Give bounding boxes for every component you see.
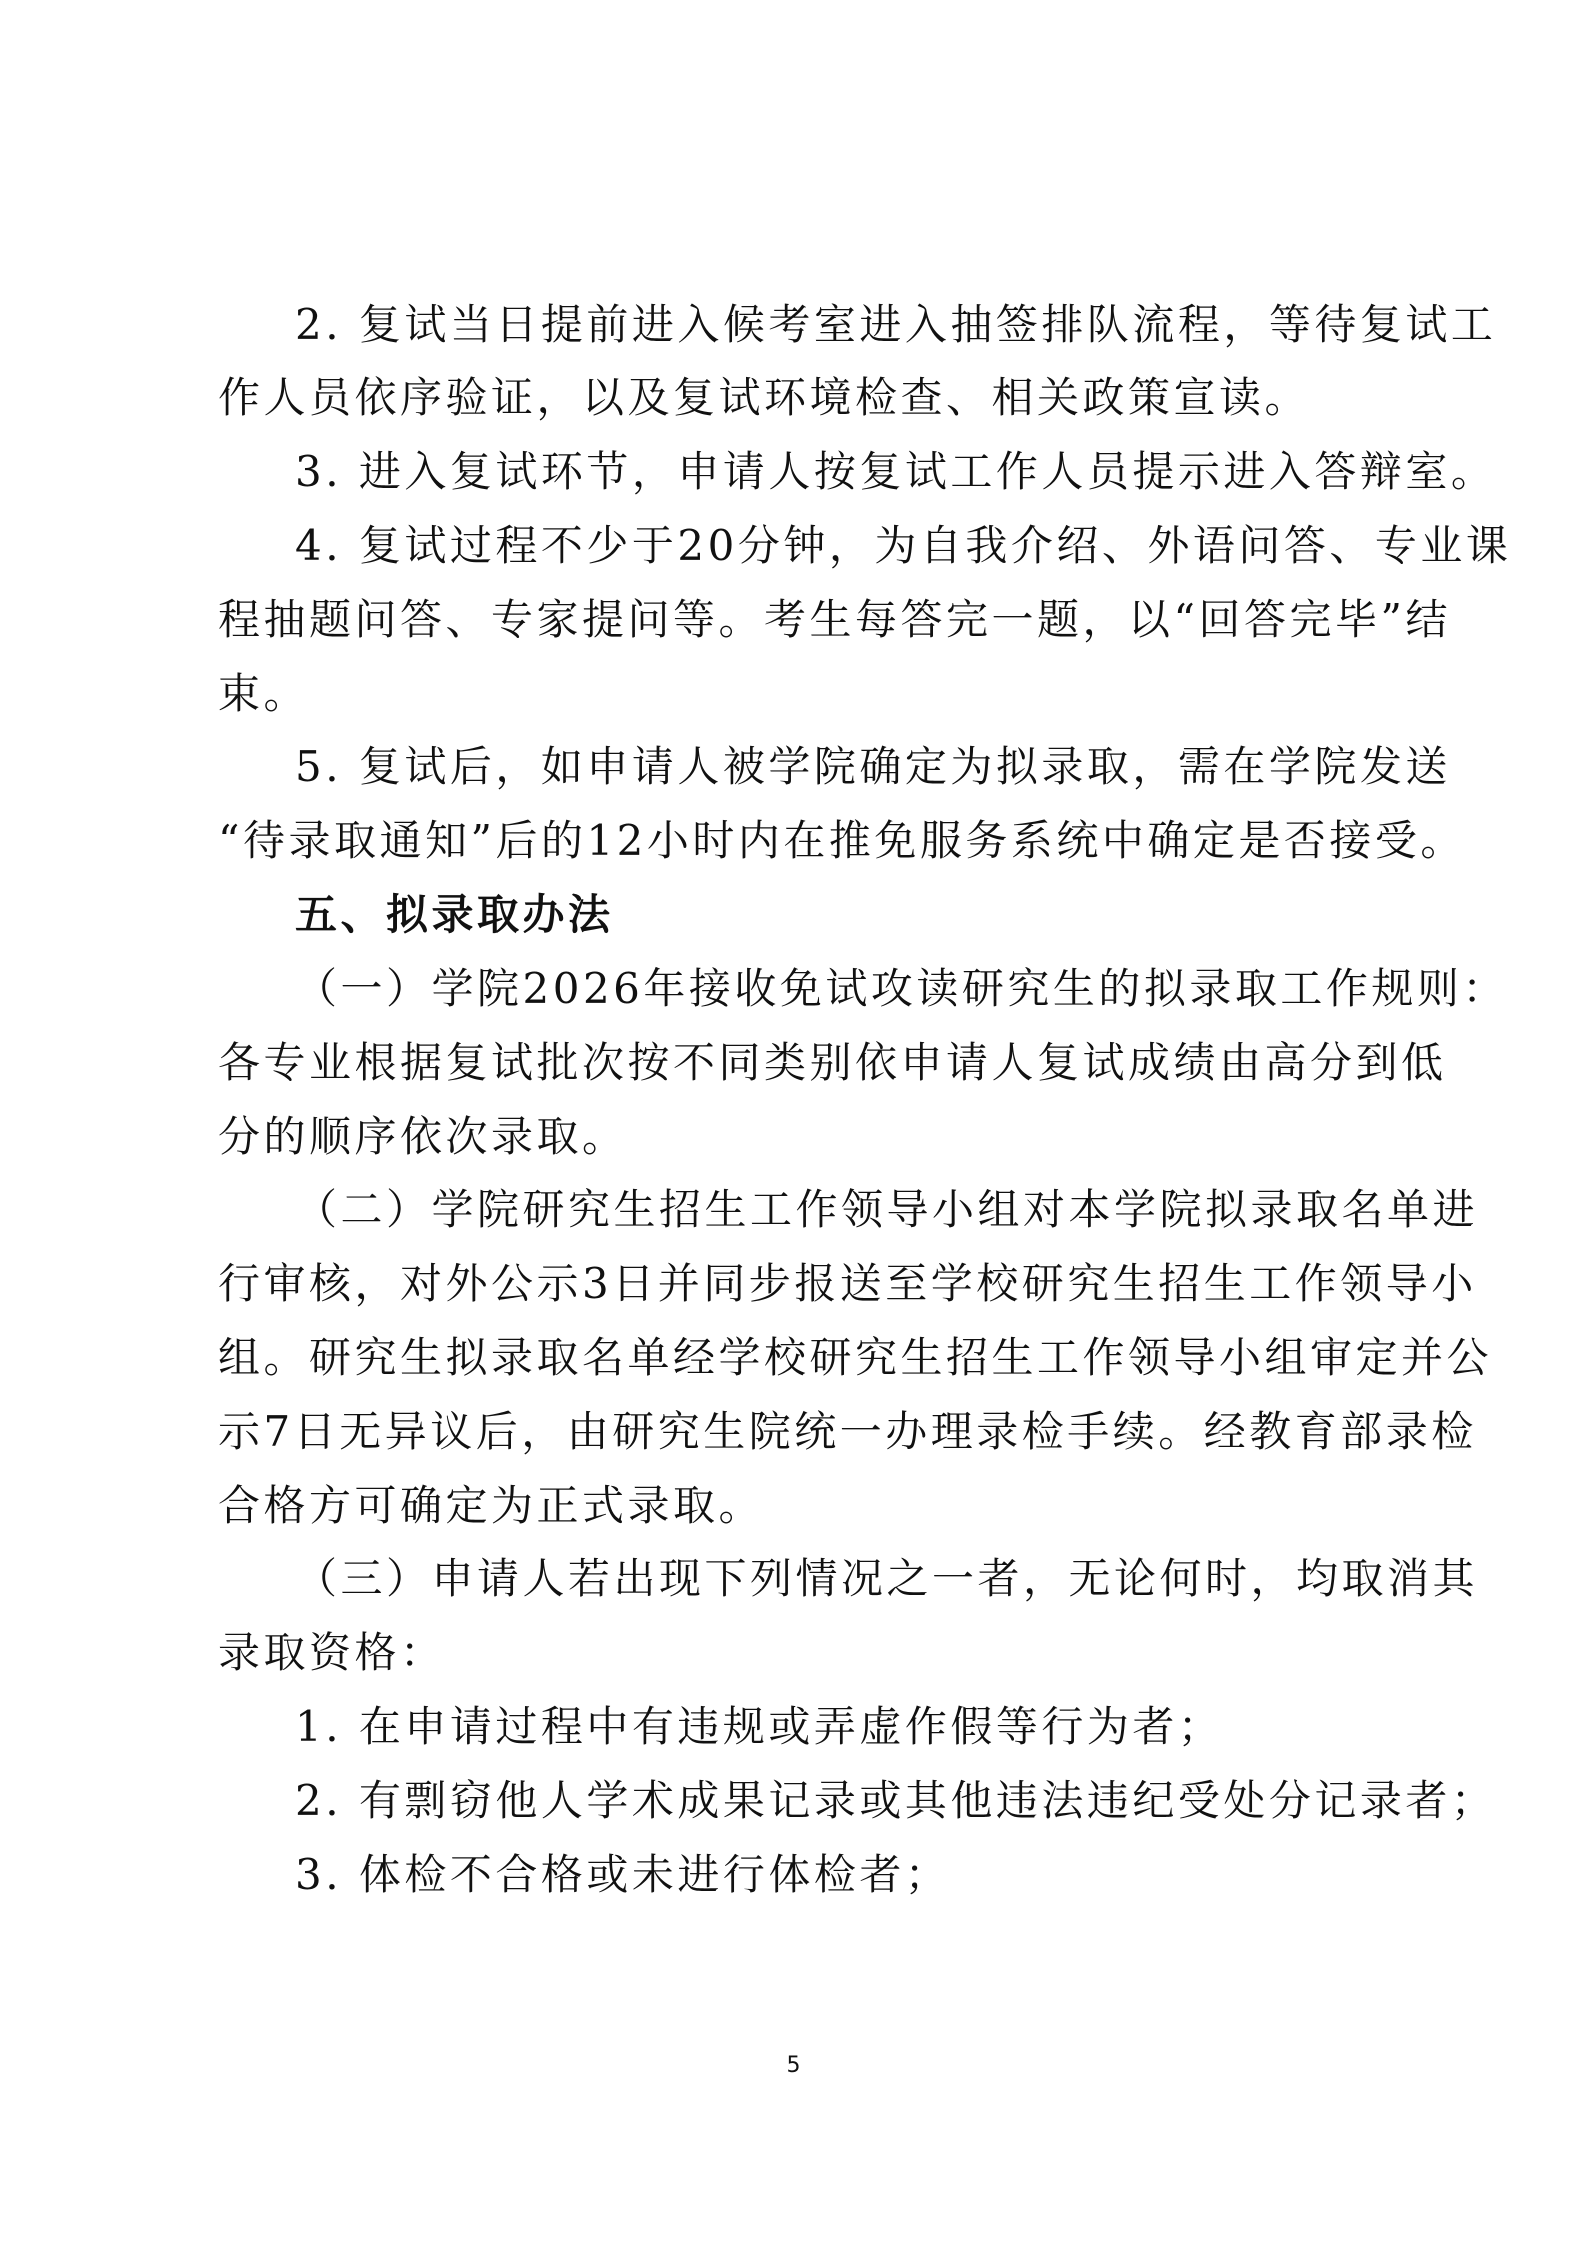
paragraph-line: 5. 复试后，如申请人被学院确定为拟录取，需在学院发送 — [295, 742, 1451, 791]
paragraph-line: 1. 在申请过程中有违规或弄虚作假等行为者； — [295, 1702, 1224, 1751]
paragraph-line: 合格方可确定为正式录取。 — [218, 1481, 765, 1530]
paragraph-line: 3. 体检不合格或未进行体检者； — [295, 1850, 951, 1899]
paragraph-line: 录取资格： — [218, 1628, 446, 1677]
section-heading: 五、拟录取办法 — [295, 890, 614, 939]
paragraph-line: 3. 进入复试环节，申请人按复试工作人员提示进入答辩室。 — [295, 447, 1497, 496]
paragraph-line: 分的顺序依次录取。 — [218, 1112, 628, 1161]
paragraph-line: 示7日无异议后，由研究生院统一办理录检手续。经教育部录检 — [218, 1407, 1477, 1456]
paragraph-line: 2. 有剽窃他人学术成果记录或其他违法违纪受处分记录者； — [295, 1776, 1497, 1825]
paragraph-line: 作人员依序验证，以及复试环境检查、相关政策宣读。 — [218, 373, 1311, 422]
paragraph-line: （三）申请人若出现下列情况之一者，无论何时，均取消其 — [295, 1554, 1479, 1603]
paragraph-line: 2. 复试当日提前进入候考室进入抽签排队流程，等待复试工 — [295, 300, 1497, 349]
paragraph-line: 各专业根据复试批次按不同类别依申请人复试成绩由高分到低 — [218, 1038, 1447, 1087]
paragraph-line: 程抽题问答、专家提问等。考生每答完一题，以“回答完毕”结 — [218, 595, 1451, 644]
paragraph-line: 束。 — [218, 669, 310, 718]
paragraph-line: 组。研究生拟录取名单经学校研究生招生工作领导小组审定并公 — [218, 1333, 1493, 1382]
paragraph-line: 行审核，对外公示3日并同步报送至学校研究生招生工作领导小 — [218, 1259, 1477, 1308]
page-number: 5 — [786, 2053, 801, 2078]
paragraph-line: （一）学院2026年接收免试攻读研究生的拟录取工作规则： — [295, 964, 1508, 1013]
paragraph-line: “待录取通知”后的12小时内在推免服务系统中确定是否接受。 — [218, 816, 1466, 865]
paragraph-line: （二）学院研究生招生工作领导小组对本学院拟录取名单进 — [295, 1185, 1479, 1234]
paragraph-line: 4. 复试过程不少于20分钟，为自我介绍、外语问答、专业课 — [295, 521, 1512, 570]
